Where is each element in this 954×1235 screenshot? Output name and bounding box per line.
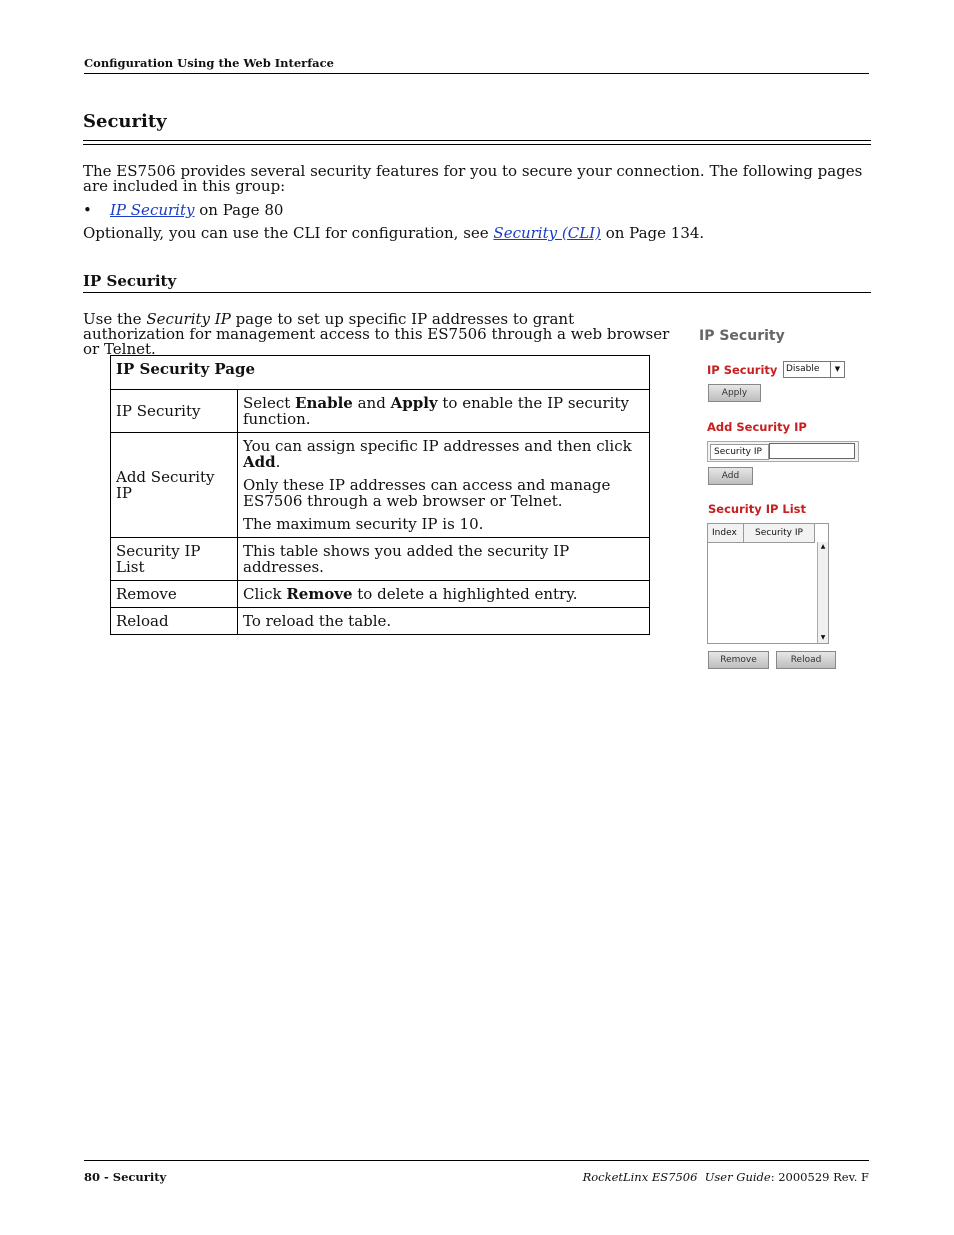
row-desc — [238, 433, 650, 538]
footer-page-label: 80 - Security — [84, 1170, 167, 1184]
col-index-header: Index — [708, 524, 744, 543]
add-button[interactable]: Add — [708, 467, 753, 485]
security-ip-input[interactable] — [769, 443, 855, 459]
table-row — [111, 538, 650, 581]
security-cli-link[interactable]: Security (CLI) — [493, 224, 601, 242]
subsection-intro — [83, 312, 678, 357]
reload-button[interactable]: Reload — [776, 651, 836, 669]
ui-panel-title: IP Security — [699, 328, 785, 344]
ip-security-link[interactable]: IP Security — [110, 201, 195, 219]
cli-text-pre: Optionally, you can use the CLI for configuration, see — [83, 224, 494, 242]
add-security-ip-label: Add Security IP — [707, 420, 807, 434]
security-ip-field-label: Security IP — [710, 444, 769, 460]
scroll-up-icon[interactable]: ▲ — [820, 543, 826, 550]
desc-text: You can assign specific IP addresses and then click — [243, 437, 632, 455]
row-desc — [238, 390, 650, 433]
table-header-row — [111, 356, 650, 390]
row-name: Add Security IP — [111, 433, 238, 538]
ip-security-table — [110, 355, 650, 635]
row-name: Reload — [111, 608, 238, 635]
scroll-down-icon[interactable]: ▼ — [820, 634, 826, 641]
desc-bold: Enable — [295, 394, 353, 412]
footer-doc-info — [583, 1170, 869, 1184]
intro-pre: Use the — [83, 310, 147, 328]
security-ip-list-label: Security IP List — [708, 502, 807, 516]
desc-bold: Add — [243, 453, 276, 471]
desc-text: to enable the IP security function. — [243, 394, 629, 428]
subsection-title: IP Security — [83, 272, 177, 290]
security-ip-field-row — [707, 441, 859, 462]
row-name: IP Security — [111, 390, 238, 433]
section-rule-top — [83, 140, 871, 141]
apply-button[interactable]: Apply — [708, 384, 761, 402]
footer-doc-rev: : 2000529 Rev. F — [770, 1170, 869, 1184]
cli-paragraph — [83, 226, 873, 241]
ip-security-label: IP Security — [707, 363, 778, 377]
subsection-rule — [83, 292, 871, 293]
security-ip-list[interactable] — [707, 523, 829, 644]
desc-para: Only these IP addresses can access and manage ES7506 through a web browser or Telnet. — [243, 476, 611, 510]
remove-button[interactable]: Remove — [708, 651, 769, 669]
desc-bold: Apply — [390, 394, 438, 412]
desc-text: Select — [243, 394, 296, 412]
desc-text: and — [352, 394, 391, 412]
table-row — [111, 390, 650, 433]
desc-text: Click — [243, 585, 287, 603]
table-row — [111, 581, 650, 608]
row-desc: To reload the table. — [238, 608, 650, 635]
list-scrollbar[interactable] — [817, 542, 828, 643]
intro-em: Security IP — [146, 310, 231, 328]
desc-bold: Remove — [286, 585, 353, 603]
running-header: Configuration Using the Web Interface — [84, 56, 334, 70]
col-security-ip-header: Security IP — [744, 524, 815, 543]
row-desc — [238, 581, 650, 608]
bullet-page-ref: on Page 80 — [194, 201, 284, 219]
desc-para: The maximum security IP is 10. — [243, 515, 484, 533]
bullet-item — [83, 203, 873, 218]
desc-text: to delete a highlighted entry. — [352, 585, 578, 603]
table-row — [111, 433, 650, 538]
intro-post: page to set up specific IP addresses to grant authorization for management access to this ES7506 through a web browser or Telnet. — [83, 310, 670, 358]
section-rule-bottom — [83, 144, 871, 145]
footer-rule — [84, 1160, 869, 1161]
cli-text-post: on Page 134. — [600, 224, 705, 242]
bullet-dot: • — [83, 201, 92, 219]
row-name: Security IP List — [111, 538, 238, 581]
desc-para — [243, 438, 644, 470]
row-name: Remove — [111, 581, 238, 608]
row-desc: This table shows you added the security IP addresses. — [238, 538, 650, 581]
ip-security-select[interactable] — [783, 361, 845, 378]
section-intro: The ES7506 provides several security features for you to secure your connection. The following pages are included in this group: — [83, 162, 863, 195]
table-header: IP Security Page — [111, 356, 650, 390]
desc-text: . — [275, 453, 281, 471]
chevron-down-icon: ▼ — [830, 362, 844, 377]
footer-doc-title: RocketLinx ES7506 User Guide — [582, 1170, 771, 1184]
header-rule — [84, 73, 869, 74]
table-row — [111, 608, 650, 635]
select-value: Disable — [786, 364, 820, 374]
section-title: Security — [83, 111, 167, 132]
